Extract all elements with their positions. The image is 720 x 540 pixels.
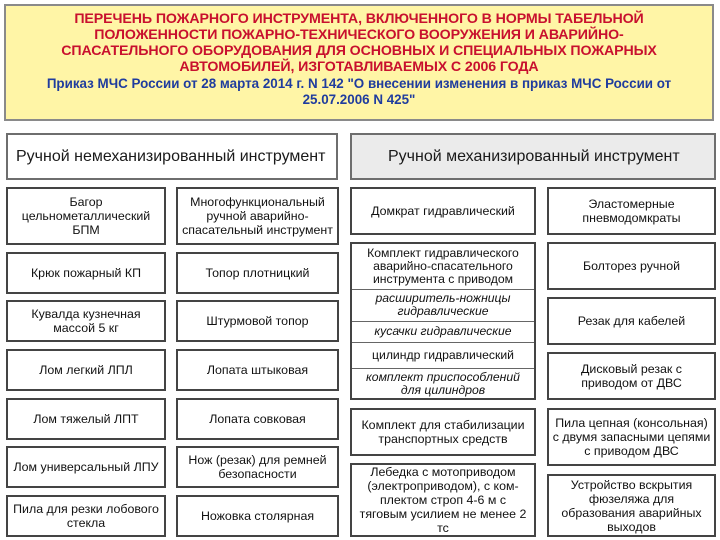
header-title-line: СПАСАТЕЛЬНОГО ОБОРУДОВАНИЯ ДЛЯ ОСНОВНЫХ И СПЕЦИАЛЬНЫХ ПОЖАРНЫХ bbox=[61, 43, 657, 59]
tool-box: Лопата совковая bbox=[176, 398, 339, 440]
group-mechanized-label: Ручной механизированный инструмент bbox=[388, 148, 680, 165]
tool-box: Пила цепная (консольная) с двумя запасными цепями с приводом ДВС bbox=[547, 408, 716, 466]
tool-box: Эластомерные пневмодомкраты bbox=[547, 187, 716, 235]
tool-box: Ножовка столярная bbox=[176, 495, 339, 537]
tool-box-transport-kit: Комплект для стабилизации транспортных средств bbox=[350, 408, 536, 456]
header-subtitle bbox=[6, 76, 712, 108]
tool-box-winch: Лебедка с мотоприводом (электроприводом), с ком-плектом строп 4-6 м с тяговым усилием не менее 2 тс bbox=[350, 463, 536, 537]
tool-box: Лом универсальный ЛПУ bbox=[6, 446, 166, 488]
group-manual bbox=[6, 133, 338, 180]
group-manual-label: Ручной немеханизированный инструмент bbox=[16, 148, 326, 165]
group-mechanized bbox=[350, 133, 716, 180]
tool-box: Штурмовой топор bbox=[176, 300, 339, 342]
header-subtitle-line: 25.07.2006 N 425" bbox=[302, 92, 416, 107]
tool-box: Багор цельнометаллический БПМ bbox=[6, 187, 166, 245]
hydraulic-set-box bbox=[350, 242, 536, 400]
tool-box: Лом тяжелый ЛПТ bbox=[6, 398, 166, 440]
tool-box: Болторез ручной bbox=[547, 242, 716, 290]
tool-box: Нож (резак) для ремней безопасности bbox=[176, 446, 339, 488]
header-title-line: ПЕРЕЧЕНЬ ПОЖАРНОГО ИНСТРУМЕНТА, ВКЛЮЧЕННОГО В НОРМЫ ТАБЕЛЬНОЙ bbox=[74, 11, 644, 27]
tool-box: Устройство вскрытия фюзеляжа для образования аварийных выходов bbox=[547, 474, 716, 537]
tool-box: Кувалда кузнечная массой 5 кг bbox=[6, 300, 166, 342]
hydraulic-item: расширитель-ножницы гидравлические bbox=[375, 291, 511, 318]
hydraulic-item: кусачки гидравлические bbox=[374, 324, 512, 338]
header-banner bbox=[4, 4, 714, 121]
tool-box: Лопата штыковая bbox=[176, 349, 339, 391]
header-subtitle-line: Приказ МЧС России от 28 марта 2014 г. N 142 "О внесении изменения в приказ МЧС России от bbox=[46, 76, 672, 91]
tool-box-jack: Домкрат гидравлический bbox=[350, 187, 536, 235]
header-title-line: ПОЛОЖЕННОСТИ ПОЖАРНО-ТЕХНИЧЕСКОГО ВООРУЖЕНИЯ И АВАРИЙНО- bbox=[94, 27, 624, 43]
hydraulic-item: комплект приспособлений для цилиндров bbox=[366, 369, 520, 397]
header-title bbox=[6, 11, 712, 75]
tool-box: Дисковый резак с приводом от ДВС bbox=[547, 352, 716, 400]
tool-box: Крюк пожарный КП bbox=[6, 252, 166, 294]
tool-box: Резак для кабелей bbox=[547, 297, 716, 345]
header-title-line: АВТОМОБИЛЕЙ, ИЗГОТАВЛИВАЕМЫХ С 2006 ГОДА bbox=[179, 59, 539, 75]
hydraulic-item: цилиндр гидравлический bbox=[372, 347, 514, 362]
tool-box: Многофункциональный ручной аварийно-спасательный инструмент bbox=[176, 187, 339, 245]
tool-box: Топор плотницкий bbox=[176, 252, 339, 294]
tool-box: Пила для резки лобового стекла bbox=[6, 495, 166, 537]
hydraulic-set-title: Комплект гидравлического аварийно-спасательного инструмента с приводом bbox=[367, 245, 519, 286]
tool-box: Лом легкий ЛПЛ bbox=[6, 349, 166, 391]
